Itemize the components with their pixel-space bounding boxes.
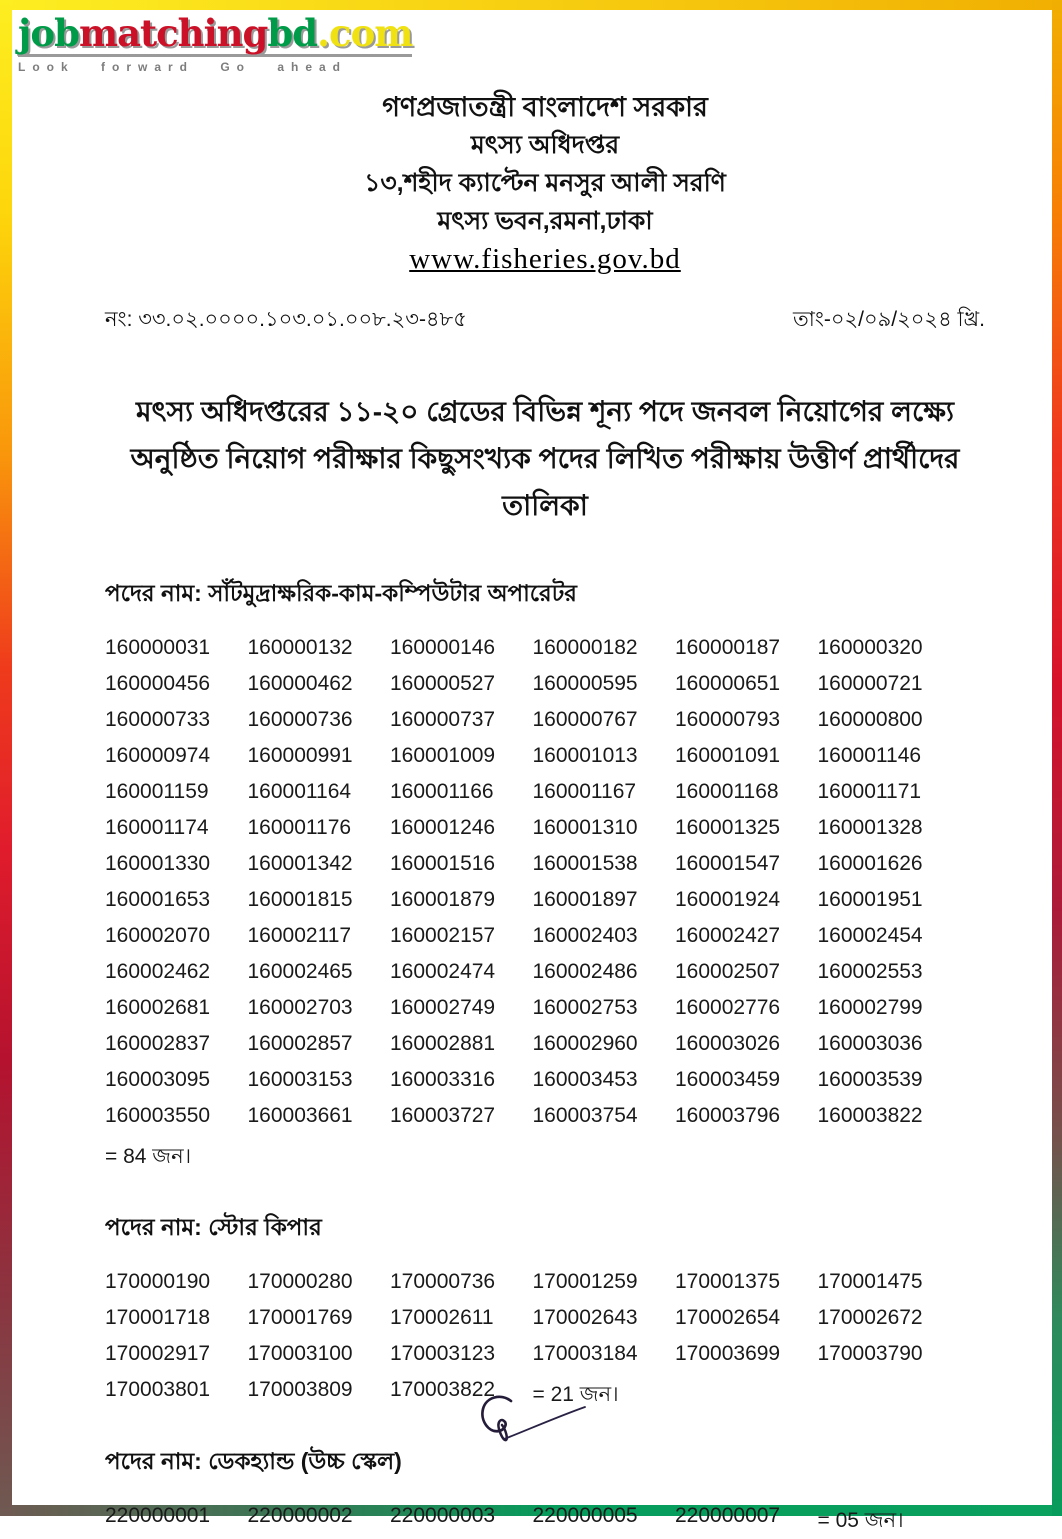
roll-number: 160002703 (247, 996, 353, 1019)
letterhead-government-line: গণপ্রজাতন্ত্রী বাংলাদেশ সরকার (382, 92, 708, 122)
roll-number: 160001246 (390, 816, 496, 839)
roll-number: 160002749 (390, 996, 496, 1019)
roll-number: 160000651 (675, 672, 781, 695)
roll-number: 160002799 (817, 996, 923, 1019)
roll-number: 160002553 (817, 960, 923, 983)
roll-number: 220000005 (532, 1504, 638, 1527)
section-store-keeper (105, 1209, 985, 1413)
roll-number: 160001516 (390, 852, 496, 875)
roll-number: 160001951 (817, 888, 923, 911)
roll-number: 160003796 (675, 1104, 781, 1127)
roll-number: 170002917 (105, 1342, 211, 1365)
roll-number: 160001167 (532, 780, 637, 803)
roll-number: 160000974 (105, 744, 211, 767)
roll-number: 160001009 (390, 744, 496, 767)
roll-number: 170001769 (247, 1306, 353, 1329)
roll-number: 160002837 (105, 1032, 211, 1055)
count-label: = 21 জন। (532, 1383, 619, 1406)
roll-number: 170000280 (247, 1270, 353, 1293)
roll-number-grid (105, 1504, 960, 1539)
roll-number: 160001815 (247, 888, 353, 911)
section-stenographer (105, 575, 985, 1175)
roll-number: 160002462 (105, 960, 211, 983)
roll-number: 160001013 (532, 744, 638, 767)
roll-number: 160000187 (675, 636, 781, 659)
roll-number: 160000737 (390, 708, 496, 731)
roll-number: 160001159 (105, 780, 209, 803)
roll-number: 160001924 (675, 888, 781, 911)
roll-number: 220000007 (675, 1504, 781, 1527)
memo-number: নং: ৩৩.০২.০০০০.১০৩.০১.০০৮.২৩-৪৮৫ (105, 308, 467, 331)
roll-number: 160000991 (247, 744, 353, 767)
document-content (105, 10, 985, 1539)
roll-number: 160000595 (532, 672, 638, 695)
logo-part-job: job (18, 11, 79, 55)
roll-number: 160002960 (532, 1032, 638, 1055)
roll-number: 160000132 (247, 636, 353, 659)
roll-number: 170002672 (817, 1306, 923, 1329)
logo-part-bd: bd (267, 11, 318, 55)
roll-number: 160002157 (390, 924, 496, 947)
roll-number: 160003754 (532, 1104, 638, 1127)
count-label: = 84 জন। (105, 1145, 192, 1168)
letterhead-department-line: মৎস্য অধিদপ্তর (470, 131, 620, 159)
roll-number: 160000721 (817, 672, 923, 695)
roll-number: 160001164 (247, 780, 352, 803)
roll-number: 160002427 (675, 924, 781, 947)
roll-number: 160003316 (390, 1068, 496, 1091)
roll-number: 160001168 (675, 780, 779, 803)
roll-number: 160000736 (247, 708, 353, 731)
roll-number: 160001879 (390, 888, 496, 911)
roll-number: 170002643 (532, 1306, 638, 1329)
roll-number: 160002681 (105, 996, 211, 1019)
roll-number: 170003100 (247, 1342, 353, 1365)
roll-number: 170003123 (390, 1342, 496, 1365)
post-name-heading: পদের নাম: সাঁটমুদ্রাক্ষরিক-কাম-কম্পিউটার অপারেটর (105, 580, 577, 606)
roll-number: 160002454 (817, 924, 923, 947)
roll-number: 160003727 (390, 1104, 496, 1127)
roll-number: 160000182 (532, 636, 638, 659)
roll-number: 160003822 (817, 1104, 923, 1127)
roll-number: 170003184 (532, 1342, 638, 1365)
count-label: = 05 জন। (817, 1509, 904, 1532)
letterhead-address-line: ১৩,শহীদ ক্যাপ্টেন মনসুর আলী সরণি (364, 169, 726, 197)
frame-border-top (0, 0, 1062, 10)
roll-number: 220000001 (105, 1504, 211, 1527)
roll-number: 170003822 (390, 1378, 496, 1401)
roll-number: 160003095 (105, 1068, 211, 1091)
roll-number: 160003459 (675, 1068, 781, 1091)
memo-meta-row (105, 303, 985, 338)
roll-number: 170003699 (675, 1342, 781, 1365)
roll-number: 220000002 (247, 1504, 353, 1527)
logo-part-matching: matching (78, 11, 268, 55)
logo-part-com: .com (317, 11, 413, 55)
roll-number: 170001475 (817, 1270, 923, 1293)
roll-number: 170000736 (390, 1270, 496, 1293)
roll-number: 170001718 (105, 1306, 211, 1329)
roll-number: 160002753 (532, 996, 638, 1019)
document-title-line1: মৎস্য অধিদপ্তরের ১১-২০ গ্রেডের বিভিন্ন শূন্য পদে জনবল নিয়োগের লক্ষ্যে (135, 396, 955, 427)
roll-number: 160001310 (532, 816, 638, 839)
roll-number: 160002117 (247, 924, 352, 947)
roll-number: 170000190 (105, 1270, 211, 1293)
roll-number: 160002465 (247, 960, 353, 983)
roll-number: 160002486 (532, 960, 638, 983)
roll-number: 160001166 (390, 780, 494, 803)
roll-number: 160001330 (105, 852, 211, 875)
roll-number: 160001342 (247, 852, 353, 875)
roll-number: 170003790 (817, 1342, 923, 1365)
roll-number: 160000767 (532, 708, 638, 731)
signature-mark (468, 1391, 594, 1453)
post-name-heading: পদের নাম: স্টোর কিপার (105, 1214, 322, 1240)
roll-number: 160001626 (817, 852, 923, 875)
roll-number: 160003453 (532, 1068, 638, 1091)
roll-number: 160001325 (675, 816, 781, 839)
website-link[interactable]: www.fisheries.gov.bd (409, 243, 681, 275)
roll-number: 160000462 (247, 672, 353, 695)
roll-number: 170001375 (675, 1270, 781, 1293)
frame-border-left (0, 0, 12, 1516)
roll-number: 160000793 (675, 708, 781, 731)
roll-number: 160001146 (817, 744, 922, 767)
roll-number: 160001538 (532, 852, 638, 875)
memo-date: তাং-০২/০৯/২০২৪ খ্রি. (792, 308, 985, 331)
document-title-line2: অনুষ্ঠিত নিয়োগ পরীক্ষার কিছুসংখ্যক পদের লিখিত পরীক্ষায় উত্তীর্ণ প্রার্থীদের তালিকা (130, 443, 960, 521)
document-title (105, 388, 985, 529)
roll-number: 160000527 (390, 672, 496, 695)
roll-number: 160001171 (817, 780, 922, 803)
roll-number: 160000146 (390, 636, 496, 659)
roll-number: 160001547 (675, 852, 781, 875)
section-deckhand (105, 1443, 985, 1539)
roll-number: 160001174 (105, 816, 209, 839)
roll-number: 160003153 (247, 1068, 353, 1091)
roll-number: 160001176 (247, 816, 352, 839)
roll-number: 160000031 (105, 636, 211, 659)
letterhead-building-line: মৎস্য ভবন,রমনা,ঢাকা (437, 207, 653, 235)
roll-number: 160000456 (105, 672, 211, 695)
frame-border-right (1052, 0, 1062, 1516)
roll-number: 160002881 (390, 1032, 496, 1055)
roll-number: 170001259 (532, 1270, 638, 1293)
roll-number: 160001653 (105, 888, 211, 911)
roll-number: 160002776 (675, 996, 781, 1019)
roll-number: 160001897 (532, 888, 638, 911)
roll-number: 170002611 (390, 1306, 494, 1329)
roll-number: 170003801 (105, 1378, 211, 1401)
roll-number: 160002474 (390, 960, 496, 983)
letterhead (105, 88, 985, 283)
roll-number: 160002403 (532, 924, 638, 947)
roll-number-grid (105, 636, 960, 1175)
roll-number: 160003550 (105, 1104, 211, 1127)
roll-number: 160002507 (675, 960, 781, 983)
roll-number: 160000320 (817, 636, 923, 659)
roll-number: 160001328 (817, 816, 923, 839)
roll-number: 160003539 (817, 1068, 923, 1091)
roll-number: 160003661 (247, 1104, 353, 1127)
post-name-heading: পদের নাম: ডেকহ্যান্ড (উচ্চ স্কেল) (105, 1448, 402, 1474)
roll-number: 160003026 (675, 1032, 781, 1055)
roll-number: 160000733 (105, 708, 211, 731)
roll-number: 170002654 (675, 1306, 781, 1329)
roll-number: 160003036 (817, 1032, 923, 1055)
roll-number: 220000003 (390, 1504, 496, 1527)
roll-number: 160001091 (675, 744, 781, 767)
roll-number: 170003809 (247, 1378, 353, 1401)
logo-tagline: Look forward Go ahead (18, 54, 412, 74)
roll-number: 160002857 (247, 1032, 353, 1055)
roll-number: 160000800 (817, 708, 923, 731)
roll-number: 160002070 (105, 924, 211, 947)
